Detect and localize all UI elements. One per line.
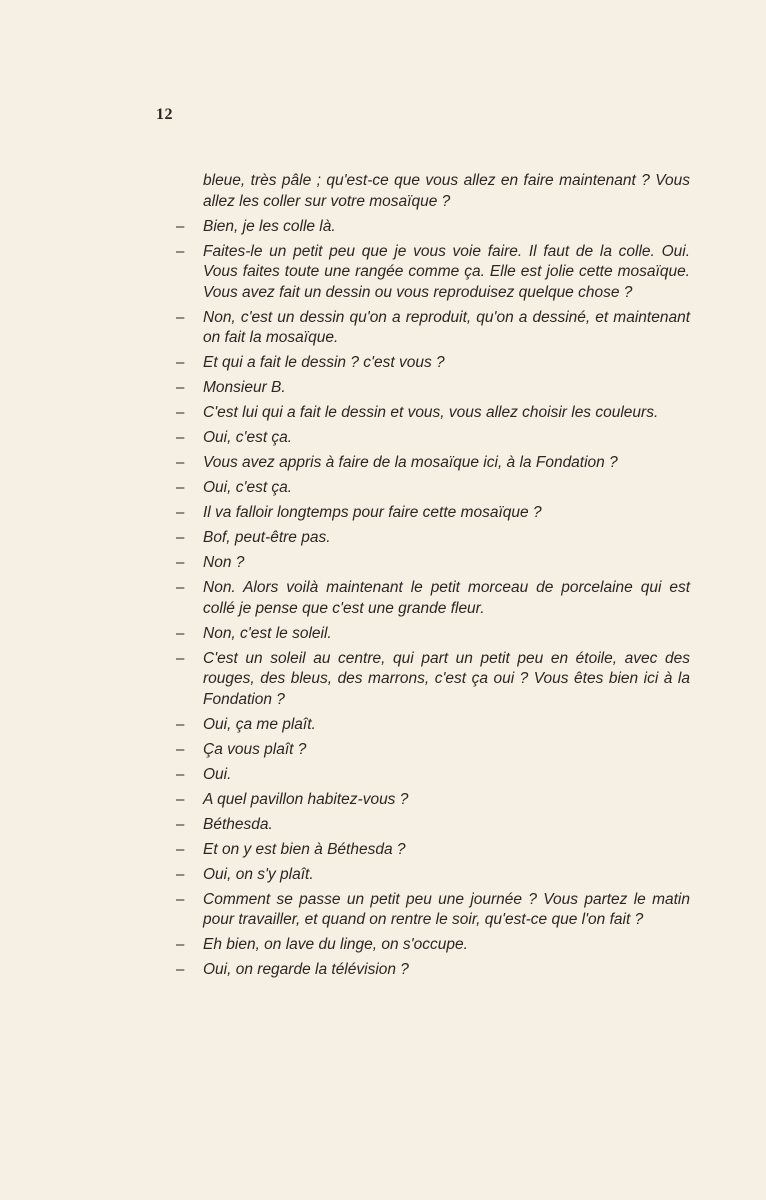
dialogue-dash: –	[176, 790, 185, 808]
dialogue-line	[176, 217, 690, 238]
dialogue-line-text: C'est lui qui a fait le dessin et vous, vous allez choisir les couleurs.	[203, 404, 659, 421]
dialogue-line-text: Non ?	[203, 554, 245, 571]
dialogue-line-text: Eh bien, on lave du linge, on s'occupe.	[203, 936, 468, 953]
dialogue-dash: –	[176, 479, 185, 496]
dialogue-line-text: Oui, c'est ça.	[203, 479, 293, 496]
dialogue-line	[176, 428, 690, 449]
dialogue-line-text: Oui, on s'y plaît.	[203, 865, 314, 883]
dialogue-line	[176, 242, 690, 304]
dialogue-dash: –	[176, 429, 185, 446]
dialogue-dash: –	[176, 379, 185, 396]
dialogue-line	[176, 503, 690, 524]
dialogue-dash: –	[176, 865, 185, 883]
dialogue-dash: –	[176, 936, 185, 953]
dialogue-dash: –	[176, 504, 185, 521]
continuation-paragraph	[176, 171, 690, 212]
dialogue-line-text: Et on y est bien à Béthesda ?	[203, 840, 406, 858]
dialogue-dash: –	[176, 765, 185, 783]
dialogue-dash: –	[176, 890, 185, 908]
dialogue-line-text: Vous avez appris à faire de la mosaïque ici, à la Fondation ?	[203, 454, 618, 471]
dialogue-line-text: Oui, ça me plaît.	[203, 715, 316, 733]
dialogue-line	[176, 840, 690, 861]
dialogue-line-text: A quel pavillon habitez-vous ?	[203, 790, 409, 808]
dialogue-line-text: Oui, on regarde la télévision ?	[203, 961, 409, 978]
dialogue-dash: –	[176, 740, 185, 758]
dialogue-dash: –	[176, 961, 185, 978]
dialogue-dash: –	[176, 217, 185, 235]
dialogue-line	[176, 815, 690, 836]
dialogue-line	[176, 553, 690, 574]
dialogue-dash: –	[176, 840, 185, 858]
dialogue-line-text: Béthesda.	[203, 815, 273, 833]
dialogue-line	[176, 935, 690, 956]
dialogue-line	[176, 378, 690, 399]
dialogue-line-text: Non, c'est un dessin qu'on a reproduit, qu'on a dessiné, et maintenant on fait la mosaïque.	[203, 308, 690, 346]
dialogue-line-text: Ça vous plaît ?	[203, 740, 307, 758]
dialogue-line	[176, 478, 690, 499]
dialogue-line	[176, 403, 690, 424]
dialogue-dash: –	[176, 354, 185, 371]
dialogue-line	[176, 353, 690, 374]
dialogue-line-text: Faites-le un petit peu que je vous voie faire. Il faut de la colle. Oui. Vous faites toute une rangée comme ça. Elle est jolie cette mosaïque. Vous avez fait un dessin ou vous reproduisez quelque chose ?	[203, 242, 690, 301]
dialogue-line	[176, 453, 690, 474]
dialogue-dash: –	[176, 815, 185, 833]
dialogue-dash: –	[176, 624, 185, 642]
dialogue-dash: –	[176, 554, 185, 571]
dialogue-line	[176, 715, 690, 736]
dialogue-line-text: Monsieur B.	[203, 379, 286, 396]
dialogue-line-text: Non. Alors voilà maintenant le petit morceau de porcelaine qui est collé je pense que c'est une grande fleur.	[203, 579, 690, 617]
dialogue-line	[176, 624, 690, 645]
page-number: 12	[156, 106, 173, 123]
dialogue-line	[176, 528, 690, 549]
dialogue-line	[176, 890, 690, 931]
dialogue-line-text: Bien, je les colle là.	[203, 217, 336, 235]
dialogue-line	[176, 960, 690, 981]
dialogue-line	[176, 649, 690, 711]
continuation-text: bleue, très pâle ; qu'est-ce que vous allez en faire maintenant ? Vous allez les coller sur votre mosaïque ?	[203, 172, 690, 210]
dialogue-line-text: Comment se passe un petit peu une journée ? Vous partez le matin pour travailler, et quand on rentre le soir, qu'est-ce que l'on fait ?	[203, 890, 690, 928]
dialogue-line-text: Oui.	[203, 765, 232, 783]
dialogue-line	[176, 765, 690, 786]
dialogue-line	[176, 578, 690, 619]
dialogue-line	[176, 790, 690, 811]
dialogue-line	[176, 865, 690, 886]
dialogue-dash: –	[176, 715, 185, 733]
dialogue-dash: –	[176, 242, 185, 260]
dialogue-dash: –	[176, 579, 185, 596]
dialogue-line-text: Oui, c'est ça.	[203, 429, 293, 446]
dialogue-dash: –	[176, 454, 185, 471]
dialogue-text	[176, 171, 690, 985]
dialogue-line-text: Non, c'est le soleil.	[203, 624, 332, 642]
dialogue-dash: –	[176, 529, 185, 546]
dialogue-dash: –	[176, 308, 185, 326]
dialogue-dash: –	[176, 404, 185, 421]
dialogue-line	[176, 740, 690, 761]
dialogue-line-text: Et qui a fait le dessin ? c'est vous ?	[203, 354, 445, 371]
dialogue-line-text: Il va falloir longtemps pour faire cette mosaïque ?	[203, 504, 542, 521]
dialogue-line	[176, 308, 690, 349]
dialogue-dash: –	[176, 649, 185, 667]
dialogue-line-text: C'est un soleil au centre, qui part un petit peu en étoile, avec des rouges, des bleus, des marrons, c'est ça oui ? Vous êtes bien ici à la Fondation ?	[203, 649, 690, 708]
dialogue-lines	[176, 217, 690, 981]
dialogue-line-text: Bof, peut-être pas.	[203, 529, 331, 546]
